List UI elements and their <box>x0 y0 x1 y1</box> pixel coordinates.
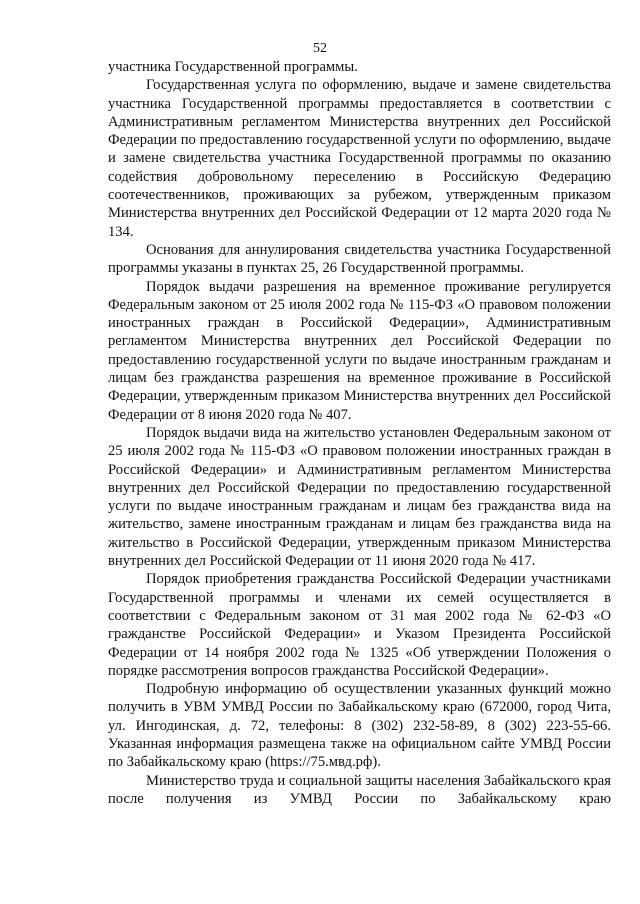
paragraph-residence-permit: Порядок выдачи вида на жительство установлен Федеральным законом от 25 июля 2002 года № 115-ФЗ «О правовом положении иностранных граждан в Российской Федерации» и Административным регламентом Министерства внутренних дел Российской Федерации по предоставлению государственной услуги по выдаче иностранным гражданам и лицам без гражданства вида на жительство, замене иностранным гражданам и лицам без гражданства вида на жительство в Российской Федерации, утвержденным приказом Министерства внутренних дел Российской Федерации от 11 июня 2020 года № 417. <box>108 424 611 570</box>
paragraph-temporary-residence: Порядок выдачи разрешения на временное проживание регулируется Федеральным законом от 25 июля 2002 года № 115-ФЗ «О правовом положении иностранных граждан в Российской Федерации», Административным регламентом Министерства внутренних дел Российской Федерации по предоставлению государственной услуги по выдаче иностранным гражданам и лицам без гражданства разрешения на временное проживание в Российской Федерации, утвержденным приказом Министерства внутренних дел Российской Федерации от 8 июня 2020 года № 407. <box>108 278 611 423</box>
paragraph-state-service-certificate: Государственная услуга по оформлению, выдаче и замене свидетельства участника Государственной программы предоставляется в соответствии с Административным регламентом Министерства внутренних дел Российской Федерации по предоставлению государственной услуги по оформлению, выдаче и замене свидетельства участника Государственной программы по оказанию содействия добровольному переселению в Российскую Федерацию соотечественников, проживающих за рубежом, утвержденным приказом Министерства внутренних дел Российской Федерации от 12 марта 2020 года № 134. <box>108 77 611 240</box>
paragraph-annulment-grounds: Основания для аннулирования свидетельства участника Государственной программы указаны в пунктах 25, 26 Государственной программы. <box>108 241 611 277</box>
paragraph-ministry-labor: Министерство труда и социальной защиты населения Забайкальского края после получения из УМВД России по Забайкальскому краю <box>108 772 611 807</box>
paragraph-continuation: участника Государственной программы. <box>108 59 358 75</box>
paragraph-contact-info: Подробную информацию об осуществлении указанных функций можно получить в УВМ УМВД России по Забайкальскому краю (672000, город Чита, ул. Ингодинская, д. 72, телефоны: 8 (302) 232-58-89, 8 (302) 223-55-66. Указанная информация размещена также на официальном сайте УМВД России по Забайкальскому краю (https://75.мвд.рф). <box>108 681 611 771</box>
paragraph-citizenship: Порядок приобретения гражданства Российской Федерации участниками Государственной программы и членами их семей осуществляется в соответствии с Федеральным законом от 31 мая 2002 года № 62-ФЗ «О гражданстве Российской Федерации» и Указом Президента Российской Федерации от 14 ноября 2002 года № 1325 «Об утверждении Положения о порядке рассмотрения вопросов гражданства Российской Федерации». <box>108 571 611 679</box>
document-body <box>108 58 611 808</box>
page-number: 52 <box>313 41 327 56</box>
